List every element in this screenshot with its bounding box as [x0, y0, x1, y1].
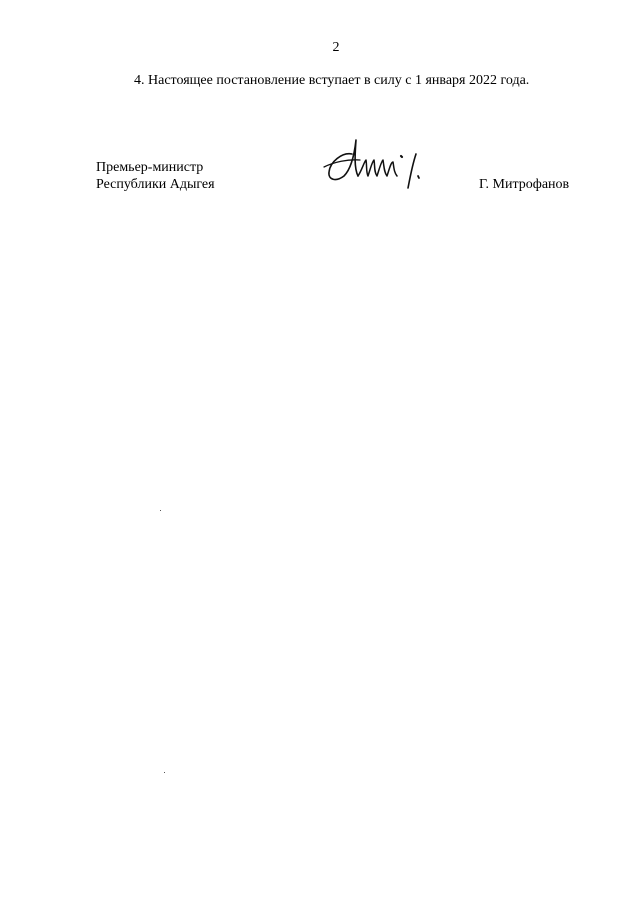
scan-speck: [164, 772, 165, 773]
signer-title-line-2: Республики Адыгея: [96, 177, 215, 192]
signer-title: [96, 159, 215, 193]
page-number: 2: [332, 40, 340, 55]
signer-title-line-1: Премьер-министр: [96, 160, 204, 175]
clause-4-text: 4. Настоящее постановление вступает в силу с 1 января 2022 года.: [134, 73, 530, 88]
handwritten-signature: [322, 132, 424, 190]
signer-name: Г. Митрофанов: [479, 177, 570, 192]
scan-speck: [160, 510, 161, 511]
